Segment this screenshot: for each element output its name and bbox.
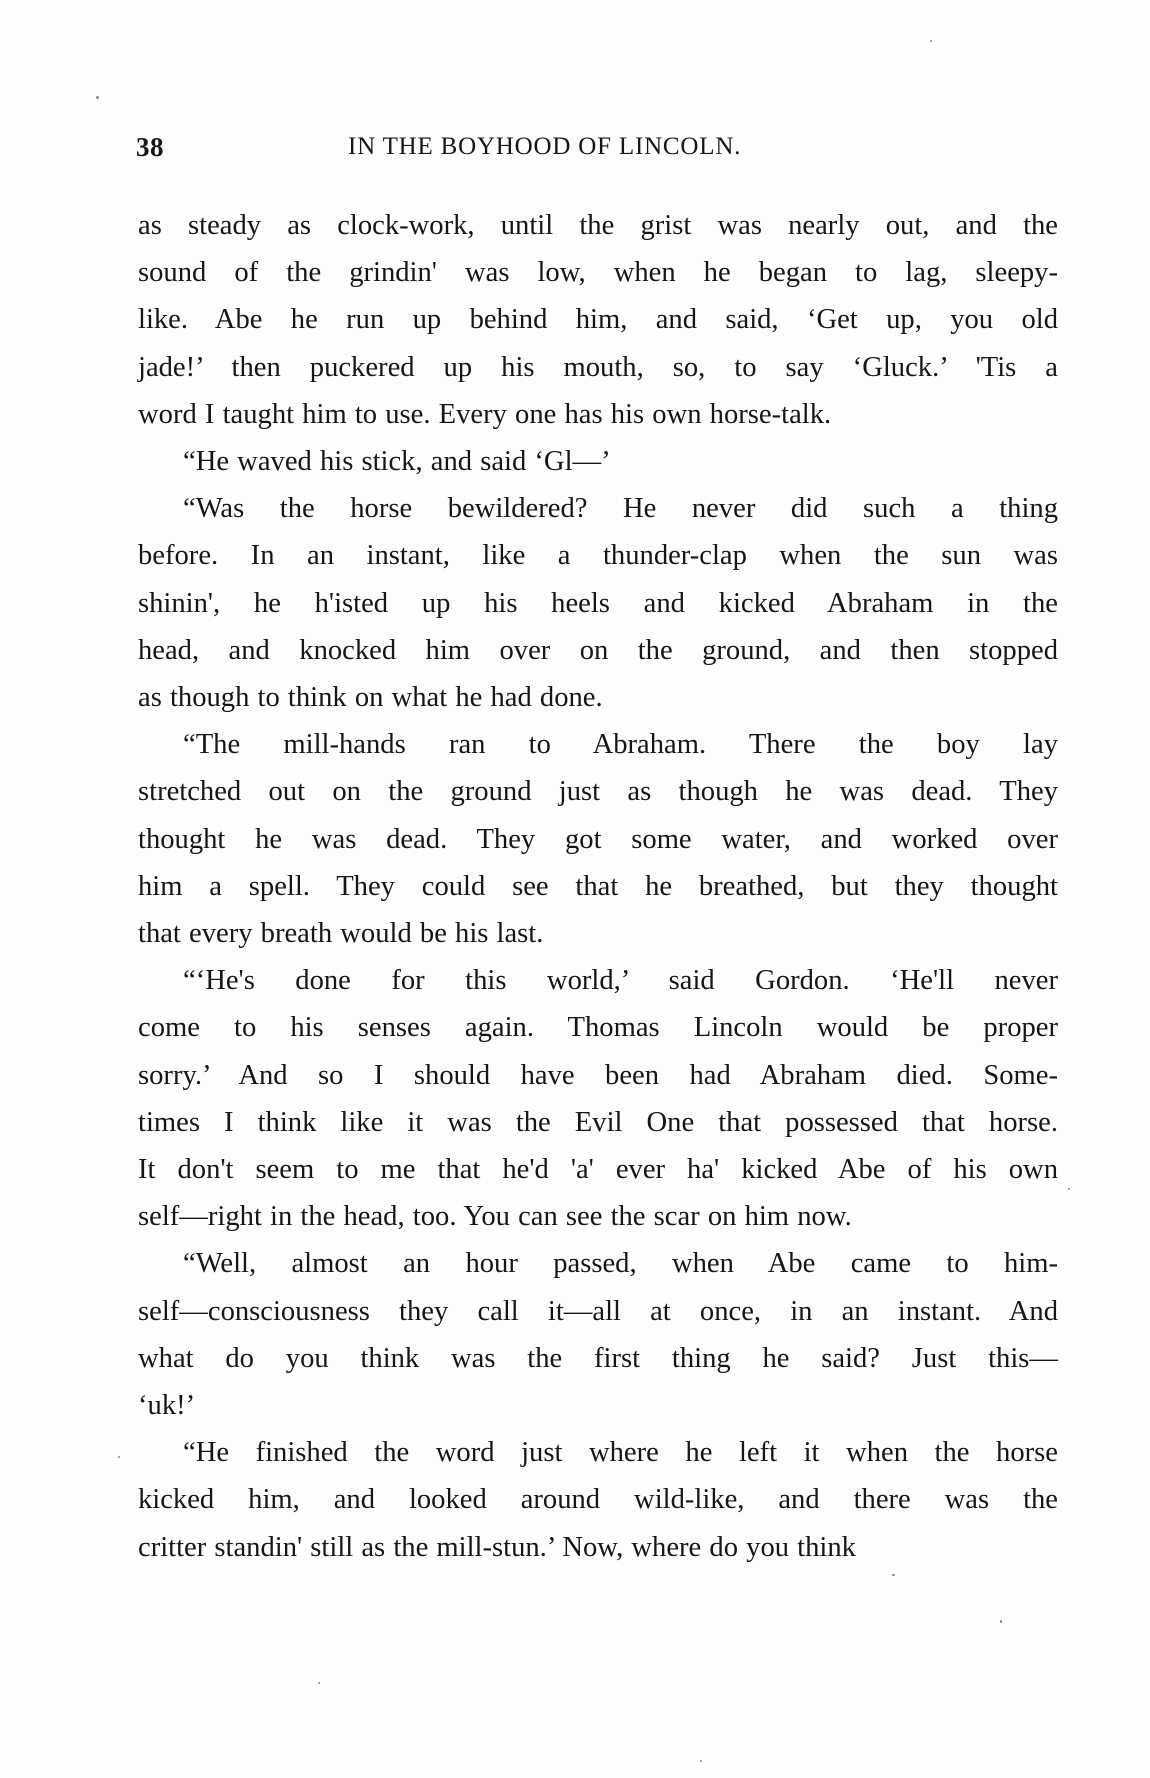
paper-speck: [1000, 1620, 1002, 1623]
paper-speck: [892, 1574, 895, 1576]
text-line: “Was the horse bewildered? He never did such a thing: [183, 493, 1058, 525]
running-head: IN THE BOYHOOD OF LINCOLN.: [348, 133, 742, 160]
text-line: that every breath would be his last.: [138, 918, 544, 950]
text-line: “Well, almost an hour passed, when Abe came to him-: [183, 1248, 1058, 1280]
paragraph: [138, 1240, 1058, 1429]
text-line: self—consciousness they call it—all at once, in an instant. And: [138, 1295, 1058, 1327]
paper-speck: [930, 40, 932, 42]
text-line: word I taught him to use. Every one has his own horse-talk.: [138, 398, 832, 430]
text-line: as though to think on what he had done.: [138, 682, 603, 714]
text-line: jade!’ then puckered up his mouth, so, to say ‘Gluck.’ 'Tis a: [138, 351, 1058, 383]
paragraph: [138, 721, 1058, 957]
text-line: like. Abe he run up behind him, and said, ‘Get up, you old: [138, 304, 1058, 336]
paper-speck: [118, 1456, 120, 1458]
page-header: [136, 132, 1056, 172]
text-line: “‘He's done for this world,’ said Gordon. ‘He'll never: [183, 965, 1058, 997]
paragraph: [138, 1429, 1058, 1571]
text-line: “He finished the word just where he left it when the horse: [183, 1437, 1058, 1469]
paragraph: [138, 438, 1058, 485]
text-line: what do you think was the first thing he said? Just this—: [138, 1342, 1058, 1374]
text-line: thought he was dead. They got some water, and worked over: [138, 823, 1058, 855]
text-line: sorry.’ And so I should have been had Abraham died. Some-: [138, 1059, 1058, 1091]
text-line: ‘uk!’: [138, 1390, 196, 1422]
body-text: [138, 202, 1058, 1571]
paper-speck: [318, 1682, 320, 1684]
paragraph: [138, 202, 1058, 438]
text-line: stretched out on the ground just as though he was dead. They: [138, 776, 1058, 808]
text-line: before. In an instant, like a thunder-clap when the sun was: [138, 540, 1058, 572]
paper-speck: [96, 96, 99, 99]
paragraph: [138, 957, 1058, 1240]
text-line: self—right in the head, too. You can see the scar on him now.: [138, 1201, 852, 1233]
text-line: as steady as clock-work, until the grist was nearly out, and the: [138, 210, 1058, 241]
text-line: “The mill-hands ran to Abraham. There the boy lay: [183, 729, 1058, 761]
text-line: come to his senses again. Thomas Lincoln would be proper: [138, 1012, 1058, 1044]
text-line: critter standin' still as the mill-stun.’ Now, where do you think: [138, 1531, 856, 1563]
text-line: him a spell. They could see that he breathed, but they thought: [138, 870, 1058, 902]
page-number: 38: [136, 132, 164, 162]
paper-speck: [1068, 1188, 1070, 1190]
paper-speck: [700, 1760, 702, 1762]
text-line: shinin', he h'isted up his heels and kicked Abraham in the: [138, 587, 1058, 619]
paragraph: [138, 485, 1058, 721]
text-line: It don't seem to me that he'd 'a' ever ha' kicked Abe of his own: [138, 1154, 1058, 1186]
text-line: times I think like it was the Evil One that possessed that horse.: [138, 1106, 1058, 1138]
text-line: “He waved his stick, and said ‘Gl—’: [183, 446, 611, 478]
text-line: head, and knocked him over on the ground, and then stopped: [138, 634, 1058, 666]
text-line: kicked him, and looked around wild-like, and there was the: [138, 1484, 1058, 1516]
text-line: sound of the grindin' was low, when he began to lag, sleepy-: [138, 257, 1058, 289]
